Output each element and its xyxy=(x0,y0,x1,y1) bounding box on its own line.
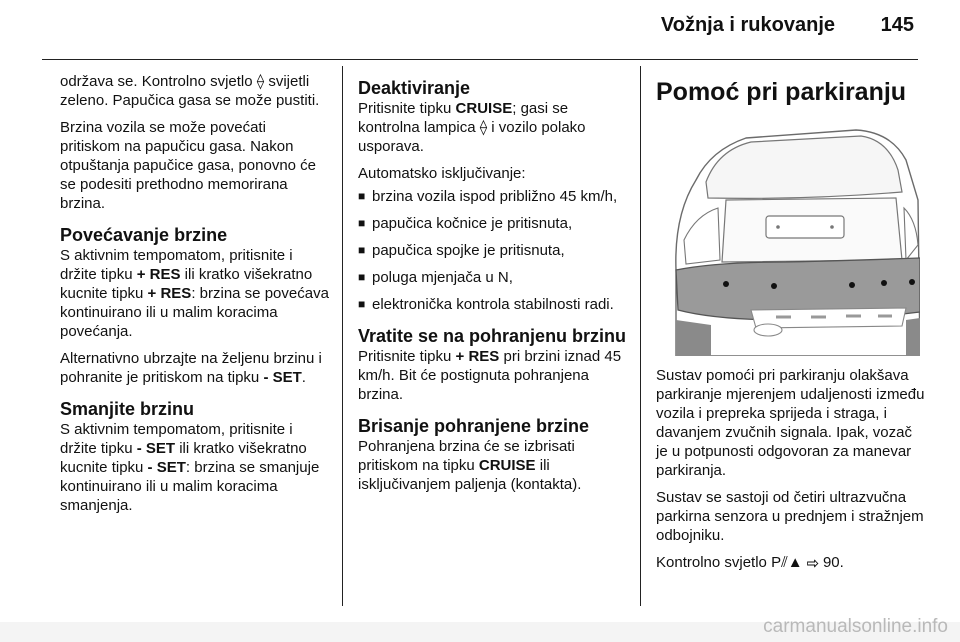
text: : brzina se smanjuje kontinuirano ili u malim koracima smanjenja. xyxy=(60,459,320,514)
text: Alternativno ubrzajte na željenu brzinu i pohranite je pritiskom na tipku xyxy=(60,350,322,386)
section-heading-parking: Pomoć pri parkiranju xyxy=(656,78,907,106)
list-item: ■ papučica spojke je pritisnuta, xyxy=(358,241,628,260)
column-1 xyxy=(60,72,330,523)
key-label: - SET xyxy=(263,369,302,386)
text: ; gasi se kontrolna lampica ⟠ i vozilo polako usporava. xyxy=(358,100,586,155)
text: Pohranjena brzina će se izbrisati pritiskom na tipku xyxy=(358,438,575,474)
text: ili kratko višekratno kucnite tipku xyxy=(60,266,313,302)
key-label: + RES xyxy=(455,348,500,365)
text: Pritisnite tipku xyxy=(358,100,456,117)
auto-off-label: Automatsko isključivanje: xyxy=(358,165,526,182)
text: pri brzini iznad 45 km/h. Bit će postignuta pohranjena brzina. xyxy=(358,348,622,403)
paragraph: Sustav pomoći pri parkiranju olakšava parkiranje mjerenjem udaljenosti između vozila i prepreka sprijeda i straga, i davanjem zvučnih signala. Ipak, vozač je u potpunosti odgovoran za manevar parkiranja. xyxy=(656,367,925,479)
column-divider-1 xyxy=(342,66,343,606)
paragraph xyxy=(60,420,330,515)
paragraph: Kontrolno svjetlo P⫽▲ ⇨ 90. xyxy=(656,554,844,571)
column-3 xyxy=(656,72,926,580)
text: ili kratko višekratno kucnite tipku xyxy=(60,440,307,476)
key-label: + RES xyxy=(147,285,192,302)
section-heading-clear: Brisanje pohranjene brzine xyxy=(358,416,590,436)
car-rear-illustration xyxy=(656,120,920,356)
list-item: ■ poluga mjenjača u N, xyxy=(358,268,628,287)
page-number: 145 xyxy=(880,14,914,36)
section-heading-deactivate: Deaktiviranje xyxy=(358,78,471,98)
list-item: ■ brzina vozila ispod približno 45 km/h, xyxy=(358,187,628,206)
text: . xyxy=(301,369,306,386)
column-divider-2 xyxy=(640,66,641,606)
paragraph xyxy=(358,347,628,404)
key-label: - SET xyxy=(136,440,176,457)
key-label: + RES xyxy=(136,266,181,283)
text: Pritisnite tipku xyxy=(358,348,456,365)
auto-off-list xyxy=(358,187,628,314)
key-label: CRUISE xyxy=(455,100,513,117)
column-2 xyxy=(358,72,628,502)
footer xyxy=(0,614,960,642)
header-divider xyxy=(42,59,918,60)
paragraph xyxy=(60,349,330,387)
paragraph: održava se. Kontrolno svjetlo ⟠ svijetli zeleno. Papučica gasa se može pustiti. xyxy=(60,73,320,109)
header-title: Vožnja i rukovanje xyxy=(660,14,835,36)
section-heading-increase: Povećavanje brzine xyxy=(60,225,228,245)
list-item: ■ elektronička kontrola stabilnosti radi. xyxy=(358,295,628,314)
section-heading-decrease: Smanjite brzinu xyxy=(60,399,195,419)
car-rear-drawing xyxy=(656,120,920,356)
list-item: ■ papučica kočnice je pritisnuta, xyxy=(358,214,628,233)
text: : brzina se povećava kontinuirano ili u malim koracima povećanja. xyxy=(60,285,329,340)
text: S aktivnim tempomatom, pritisnite i držite tipku xyxy=(60,247,293,283)
text: ili isključivanjem paljenja (kontakta). xyxy=(358,457,582,493)
text: S aktivnim tempomatom, pritisnite i držite tipku xyxy=(60,421,293,457)
paragraph xyxy=(358,437,628,494)
key-label: CRUISE xyxy=(478,457,536,474)
paragraph xyxy=(358,99,628,156)
section-heading-return: Vratite se na pohranjenu brzinu xyxy=(358,326,627,346)
paragraph: Sustav se sastoji od četiri ultrazvučna parkirna senzora u prednjem i stražnjem odbojniku. xyxy=(656,489,924,544)
watermark: carmanualsonline.info xyxy=(763,616,948,637)
paragraph xyxy=(60,246,330,341)
key-label: - SET xyxy=(147,459,186,476)
paragraph: Brzina vozila se može povećati pritiskom na papučicu gasa. Nakon otpuštanja papučice gasa, ponovno će se podesiti prethodno memorirana brzina. xyxy=(60,119,317,212)
